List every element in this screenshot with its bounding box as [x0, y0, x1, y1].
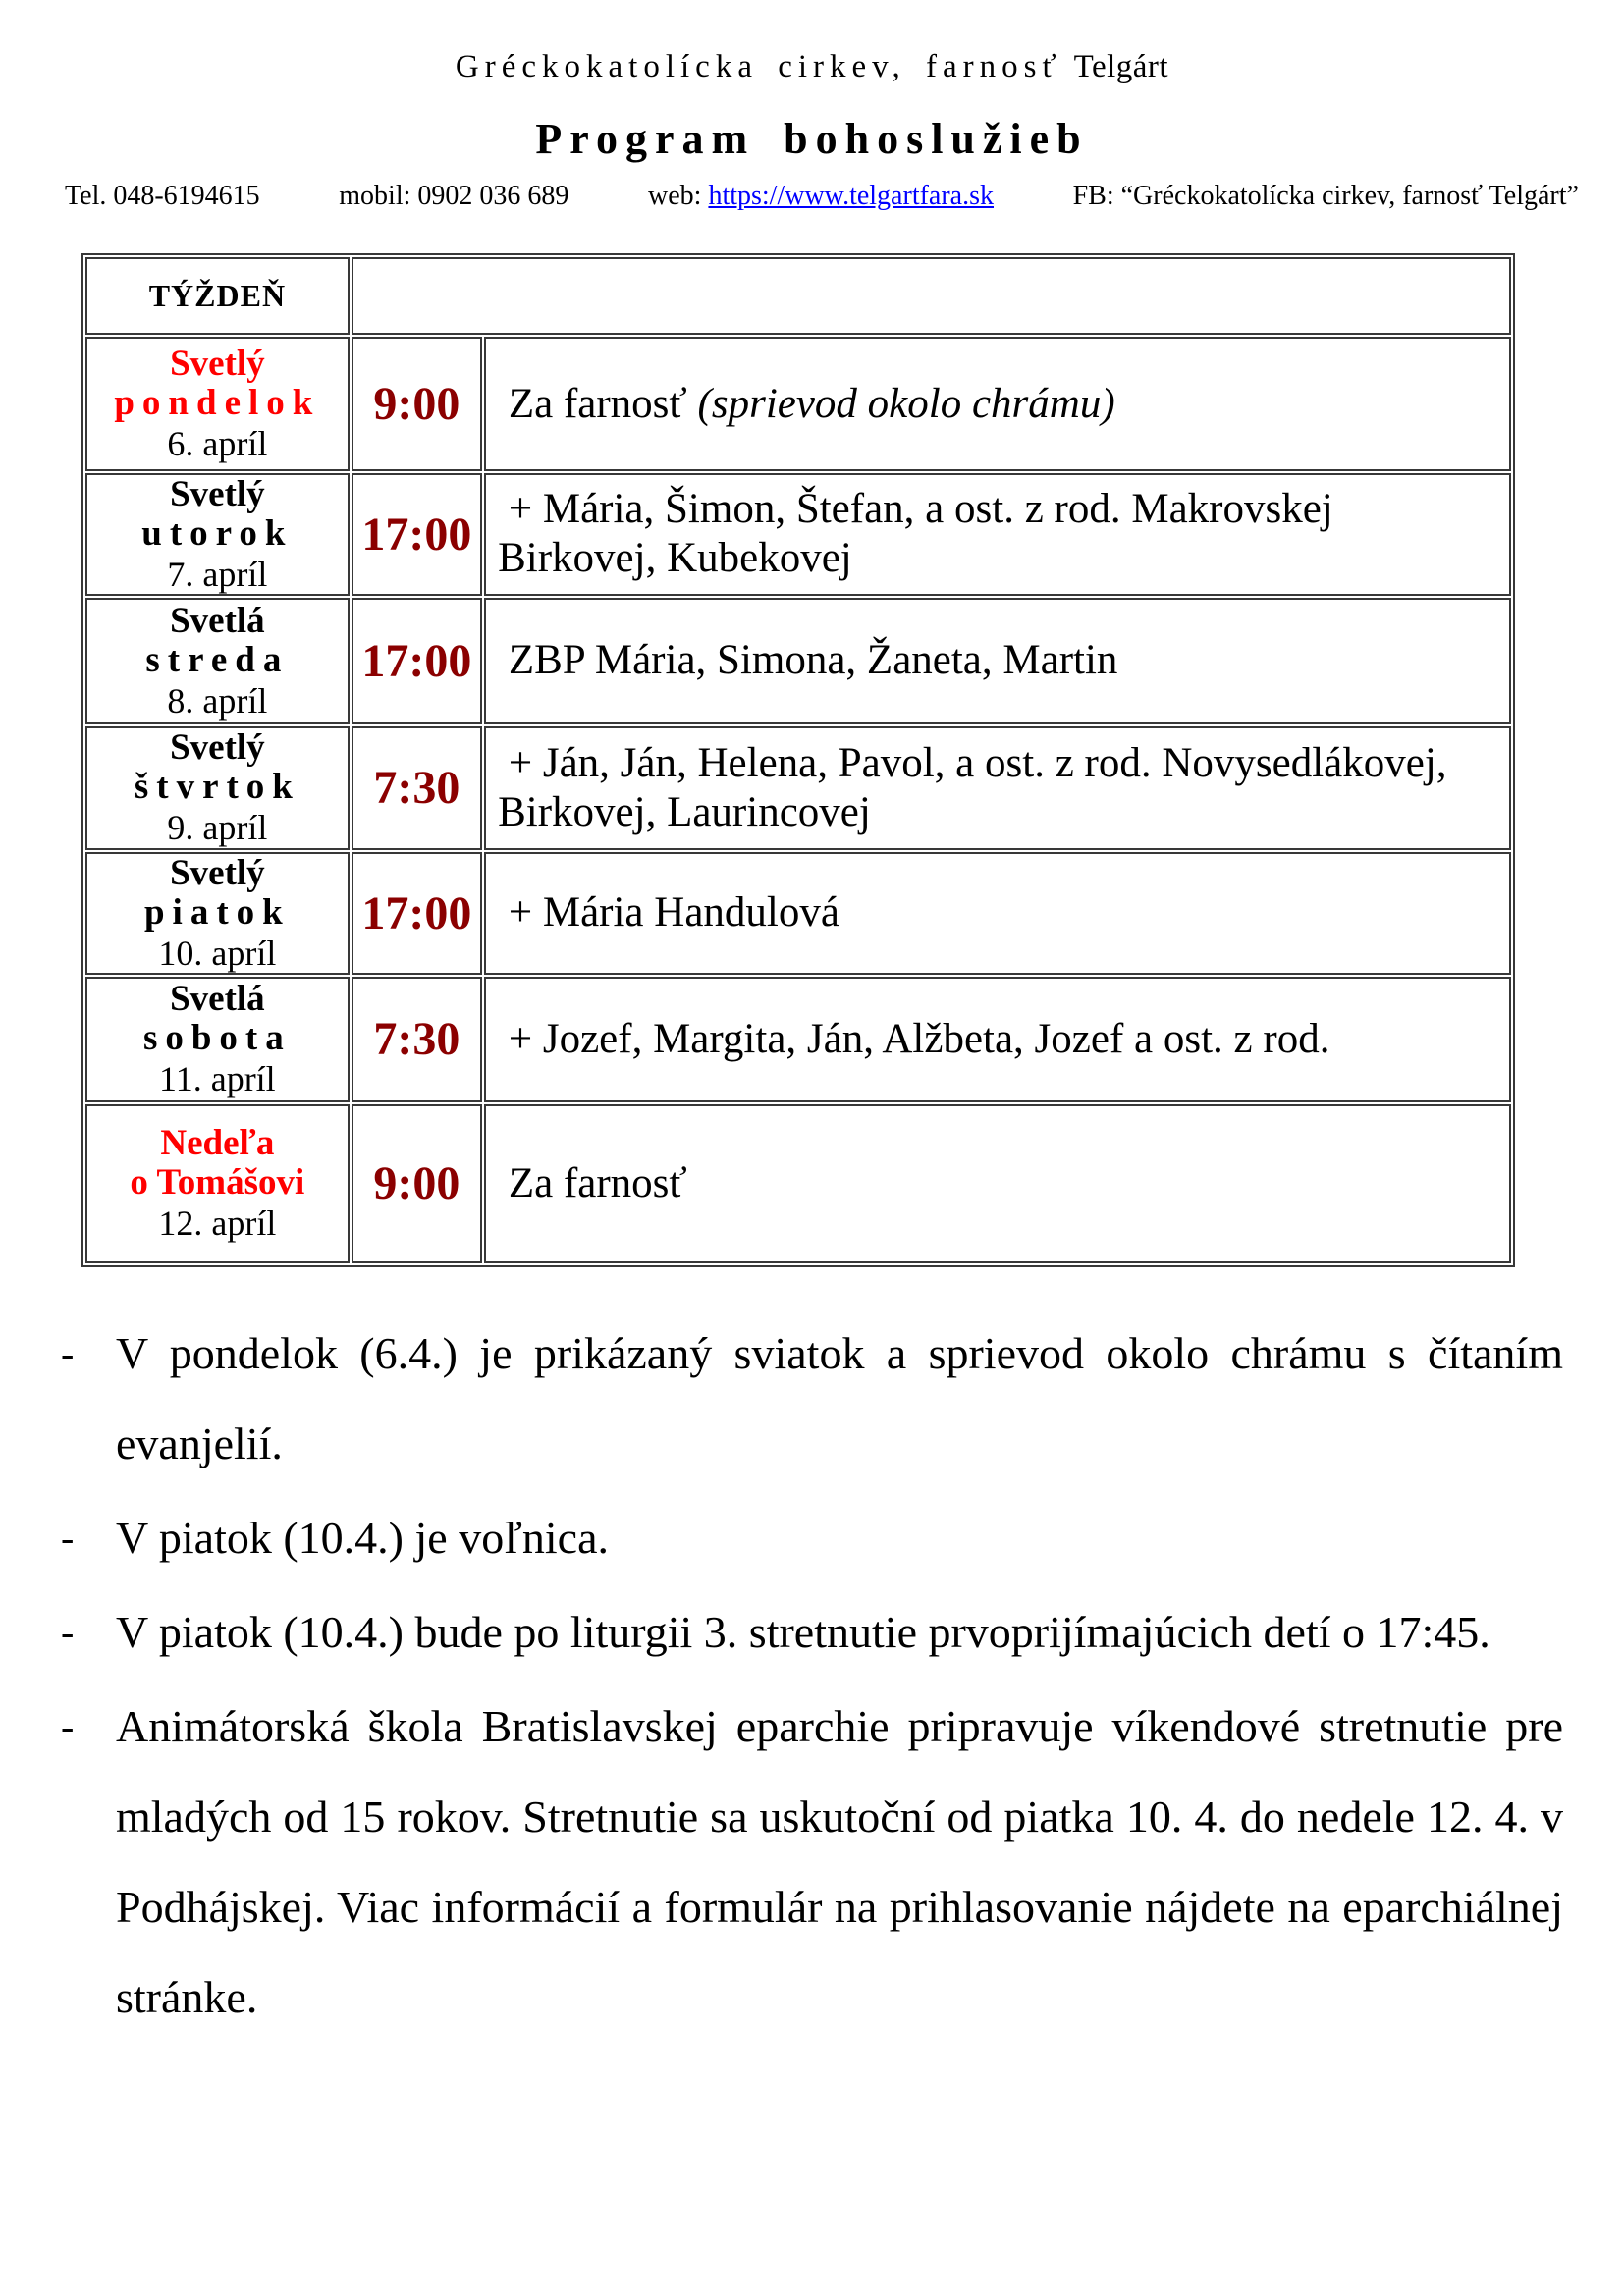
- church-name-line: [0, 45, 1624, 88]
- note-dash-marker: -: [61, 1703, 75, 1748]
- note-dash-marker: -: [61, 1515, 75, 1560]
- note-text: V piatok (10.4.) je voľnica.: [116, 1512, 610, 1563]
- web-text: [648, 179, 994, 214]
- time-cell: 7:30: [352, 977, 482, 1102]
- description-cell: [484, 852, 1511, 975]
- table-row: [85, 473, 1511, 596]
- table-row: [85, 598, 1511, 724]
- day-cell: [85, 337, 350, 471]
- time-cell: 17:00: [352, 473, 482, 596]
- table-row: [85, 977, 1511, 1102]
- note-item: [61, 1308, 1563, 1489]
- day-date: 7. apríl: [167, 554, 268, 594]
- week-header-cell: TÝŽDEŇ: [85, 257, 350, 335]
- note-dash-marker: -: [61, 1609, 75, 1654]
- time-cell: 17:00: [352, 598, 482, 724]
- day-name-line1: Svetlý: [170, 727, 265, 769]
- description-text: Za farnosť: [498, 380, 698, 427]
- notes-list: [61, 1308, 1563, 2043]
- time-cell: 9:00: [352, 1104, 482, 1263]
- day-cell: [85, 473, 350, 596]
- description-cell: [484, 726, 1511, 850]
- day-name-line2: sobota: [142, 1018, 292, 1059]
- day-cell: [85, 977, 350, 1102]
- day-name-line1: Svetlý: [170, 344, 265, 385]
- day-name-line1: Nedeľa: [160, 1123, 275, 1164]
- note-item: [61, 1493, 1563, 1583]
- description-text: Za farnosť: [498, 1159, 687, 1206]
- table-row: [85, 1104, 1511, 1263]
- facebook-text: FB: “Gréckokatolícka cirkev, farnosť Telgárt”: [1072, 181, 1579, 211]
- note-dash-marker: -: [61, 1330, 75, 1375]
- day-name-line2: štvrtok: [134, 767, 300, 808]
- description-cell: [484, 977, 1511, 1102]
- note-text: V piatok (10.4.) bude po liturgii 3. stretnutie prvoprijímajúcich detí o 17:45.: [116, 1606, 1490, 1657]
- day-cell: [85, 852, 350, 975]
- note-item: [61, 1682, 1563, 2043]
- day-date: 10. apríl: [158, 933, 277, 973]
- day-name-line2: pondelok: [114, 383, 321, 424]
- table-header-row: [85, 257, 1511, 335]
- description-cell: [484, 598, 1511, 724]
- time-cell: 9:00: [352, 337, 482, 471]
- day-cell: [85, 726, 350, 850]
- day-name-line1: Svetlý: [170, 852, 265, 893]
- description-text: + Mária Handulová: [498, 889, 839, 936]
- page-title: Program bohoslužieb: [535, 115, 1089, 163]
- description-cell: [484, 1104, 1511, 1263]
- description-cell: [484, 337, 1511, 471]
- church-name-town: Telgárt: [1073, 49, 1169, 84]
- table-row: [85, 852, 1511, 975]
- note-item: [61, 1587, 1563, 1678]
- day-name-line2: o Tomášovi: [130, 1162, 305, 1203]
- day-name-line1: Svetlý: [170, 474, 265, 514]
- day-date: 6. apríl: [167, 424, 268, 464]
- table-row: [85, 337, 1511, 471]
- day-date: 9. apríl: [167, 808, 268, 848]
- web-label: web:: [648, 181, 709, 211]
- day-name-line2: utorok: [141, 512, 294, 554]
- table-row: [85, 726, 1511, 850]
- description-text: + Ján, Ján, Helena, Pavol, a ost. z rod. Novysedlákovej, Birkovej, Laurincovej: [498, 739, 1458, 835]
- day-name-line2: piatok: [143, 891, 291, 933]
- week-header-empty-cell: [352, 257, 1511, 335]
- day-name-line1: Svetlá: [170, 600, 265, 641]
- description-text: ZBP Mária, Simona, Žaneta, Martin: [498, 637, 1118, 684]
- note-text: Animátorská škola Bratislavskej eparchie pripravuje víkendové stretnutie pre mladých od 15 rokov. Stretnutie sa uskutoční od piatka 10. 4. do nedele 12. 4. v Podhájskej. Viac informácií a formulár na prihlasovanie nájdete na eparchiálnej stránke.: [116, 1700, 1563, 2022]
- website-link[interactable]: https://www.telgartfara.sk: [708, 181, 994, 211]
- schedule-table: [81, 253, 1515, 1267]
- day-date: 8. apríl: [167, 680, 268, 721]
- time-cell: 17:00: [352, 852, 482, 975]
- contact-line: [0, 179, 1624, 214]
- day-cell: [85, 598, 350, 724]
- description-italic-text: (sprievod okolo chrámu): [697, 380, 1115, 427]
- church-name-text: Gréckokatolícka cirkev, farnosť: [455, 49, 1062, 84]
- time-cell: 7:30: [352, 726, 482, 850]
- day-cell: [85, 1104, 350, 1263]
- description-text: + Mária, Šimon, Štefan, a ost. z rod. Makrovskej Birkovej, Kubekovej: [498, 486, 1344, 582]
- day-name-line2: streda: [145, 639, 290, 680]
- note-text: V pondelok (6.4.) je prikázaný sviatok a sprievod okolo chrámu s čítaním evanjelií.: [116, 1327, 1563, 1468]
- day-date: 12. apríl: [158, 1203, 277, 1244]
- description-text: + Jozef, Margita, Ján, Alžbeta, Jozef a ost. z rod.: [498, 1015, 1330, 1062]
- day-date: 11. apríl: [159, 1059, 276, 1099]
- description-cell: [484, 473, 1511, 596]
- day-name-line1: Svetlá: [170, 979, 265, 1020]
- telephone-text: Tel. 048-6194615: [65, 181, 260, 211]
- mobile-text: mobil: 0902 036 689: [339, 181, 569, 211]
